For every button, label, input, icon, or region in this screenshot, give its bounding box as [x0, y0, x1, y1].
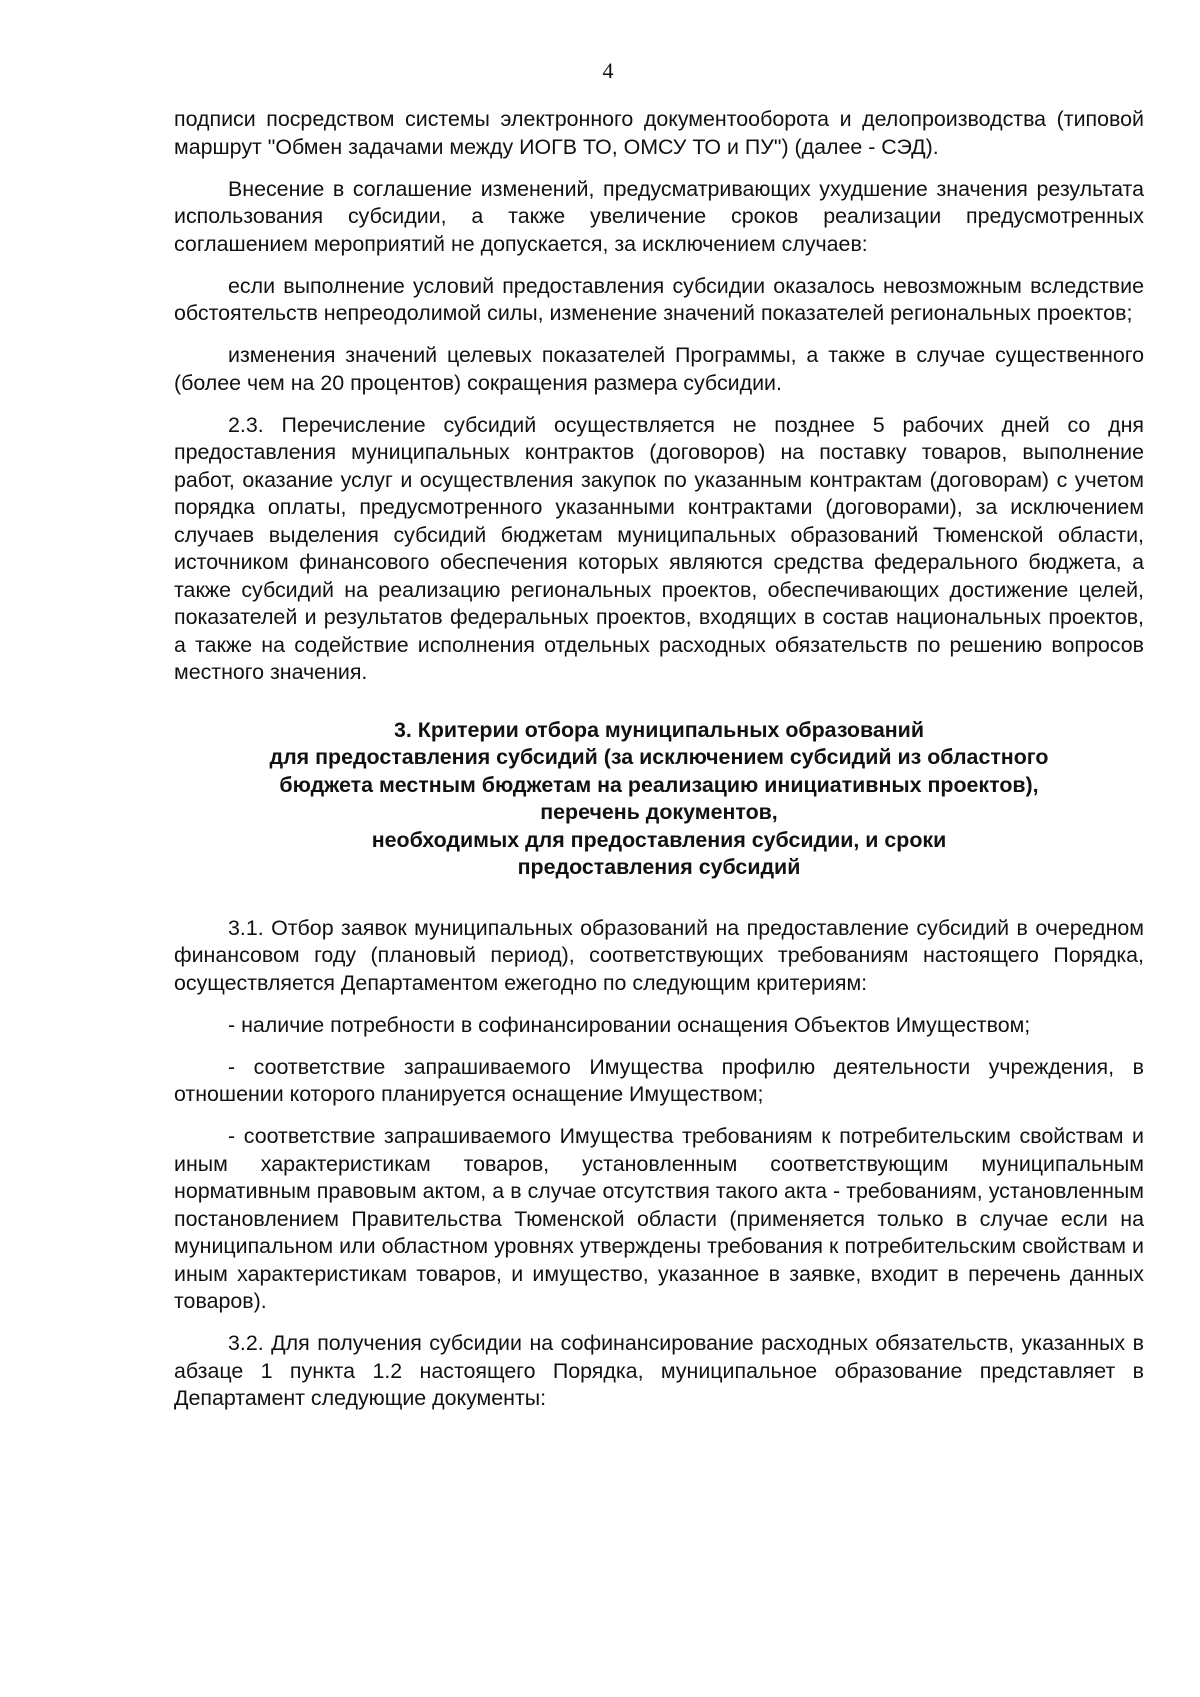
- document-body: [174, 106, 1144, 1427]
- paragraph-continuation: подписи посредством системы электронного документооборота и делопроизводства (типовой маршрут "Обмен задачами между ИОГВ ТО, ОМСУ ТО и ПУ") (далее - СЭД).: [174, 107, 1144, 159]
- heading-line: бюджета местным бюджетам на реализацию инициативных проектов),: [279, 772, 1039, 797]
- paragraph-amendments: Внесение в соглашение изменений, предусматривающих ухудшение значения результата использования субсидии, а также увеличение сроков реализации предусмотренных соглашением мероприятий не допускается, за исключением случаев:: [174, 176, 1144, 256]
- section-3-heading: [174, 717, 1144, 882]
- heading-line: предоставления субсидий: [517, 855, 801, 879]
- paragraph-3-2: 3.2. Для получения субсидии на софинансирование расходных обязательств, указанных в абзаце 1 пункта 1.2 настоящего Порядка, муниципальное образование представляет в Департамент следующие документы:: [174, 1331, 1144, 1410]
- page-number: 4: [602, 58, 614, 83]
- criterion-need: - наличие потребности в софинансировании оснащения Объектов Имуществом;: [228, 1012, 1031, 1037]
- heading-line: необходимых для предоставления субсидии, и сроки: [371, 827, 947, 852]
- paragraph-force-majeure: если выполнение условий предоставления субсидии оказалось невозможным вследствие обстоятельств непреодолимой силы, изменение значений показателей региональных проектов;: [174, 273, 1144, 325]
- heading-line: перечень документов,: [540, 800, 778, 824]
- paragraph-3-1: 3.1. Отбор заявок муниципальных образований на предоставление субсидий в очередном финансовом году (плановый период), соответствующих требованиям настоящего Порядка, осуществляется Департаментом ежегодно по следующим критериям:: [174, 915, 1144, 995]
- criterion-requirements: - соответствие запрашиваемого Имущества требованиям к потребительским свойствам и иным характеристикам товаров, установленным соответствующим муниципальным нормативным правовым актом, а в случае отсутствия такого акта - требованиям, установленным постановлением Правительства Тюменской области (применяется только в случае если на муниципальном или областном уровнях утверждены требования к потребительским свойствам и иным характеристикам товаров, и имущество, указанное в заявке, входит в перечень данных товаров).: [174, 1124, 1144, 1313]
- heading-line: для предоставления субсидий (за исключением субсидий из областного: [269, 745, 1049, 769]
- paragraph-target-indicators: изменения значений целевых показателей Программы, а также в случае существенного (более чем на 20 процентов) сокращения размера субсидии.: [174, 343, 1144, 395]
- paragraph-2-3: 2.3. Перечисление субсидий осуществляется не позднее 5 рабочих дней со дня предоставления муниципальных контрактов (договоров) на поставку товаров, выполнение работ, оказание услуг и осуществления закупок по указанным контрактам (договорам) с учетом порядка оплаты, предусмотренного указанными контрактами (договорами), за исключением случаев выделения субсидий бюджетам муниципальных образований Тюменской области, источником финансового обеспечения которых являются средства федерального бюджета, а также субсидий на реализацию региональных проектов, обеспечивающих достижение целей, показателей и результатов федеральных проектов, входящих в состав национальных проектов, а также на содействие исполнения отдельных расходных обязательств по решению вопросов местного значения.: [174, 412, 1144, 684]
- heading-line: 3. Критерии отбора муниципальных образований: [394, 717, 924, 742]
- criterion-profile: - соответствие запрашиваемого Имущества профилю деятельности учреждения, в отношении которого планируется оснащение Имуществом;: [174, 1054, 1144, 1106]
